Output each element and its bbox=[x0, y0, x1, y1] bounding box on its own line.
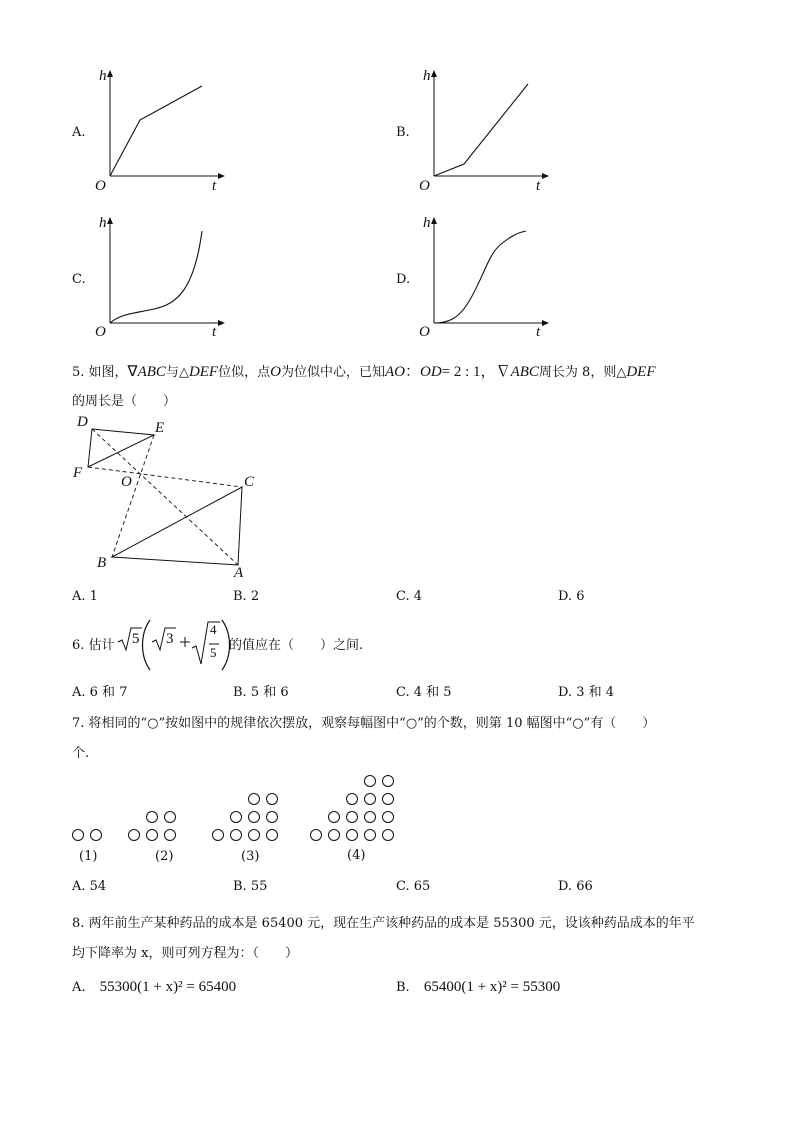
graph-a-origin: O bbox=[95, 178, 106, 194]
q5-line2: 的周长是（ ） bbox=[72, 394, 177, 409]
q6-sqrt3-radicand: 3 bbox=[166, 631, 174, 647]
point-b-label: B bbox=[97, 555, 107, 571]
graph-a-h-label: h bbox=[99, 68, 107, 84]
point-c-label: C bbox=[244, 474, 255, 490]
point-a-label: A bbox=[234, 565, 244, 581]
point-o-label: O bbox=[121, 474, 132, 490]
q5-option-c[interactable]: C. 4 bbox=[396, 589, 423, 604]
q8-option-a[interactable] bbox=[72, 979, 236, 996]
graph-d bbox=[416, 215, 546, 345]
q6-sqrt5-radicand: 5 bbox=[132, 631, 140, 647]
q8-option-b-equation: 65400(1 + x)² = 55300 bbox=[423, 979, 561, 995]
option-d-label: D. bbox=[396, 272, 411, 287]
q5-line1: 5. 如图，∇ABC与△DEF位似，点O为位似中心，已知AO：OD= 2 : 1，∇ABC周长为 8，则△DEF bbox=[72, 364, 656, 380]
q6-option-b[interactable]: B. 5 和 6 bbox=[233, 685, 289, 700]
q8-option-a-equation: 55300(1 + x)² = 65400 bbox=[99, 979, 237, 995]
graph-c-curve bbox=[110, 231, 202, 323]
q7-option-a[interactable]: A. 54 bbox=[72, 879, 107, 894]
graph-a-t-label: t bbox=[212, 178, 217, 194]
q6-frac-denominator: 5 bbox=[210, 645, 217, 660]
option-b-label: B. bbox=[396, 125, 410, 140]
graph-a bbox=[92, 68, 222, 198]
q8-line1: 8. 两年前生产某种药品的成本是 65400 元，现在生产该种药品的成本是 55300 元，设该种药品成本的年平 bbox=[72, 916, 695, 931]
q7-fig2-label: (2) bbox=[155, 849, 174, 864]
graph-b bbox=[416, 68, 546, 198]
q7-fig4-label: (4) bbox=[347, 848, 366, 863]
q6-frac-numerator: 4 bbox=[210, 622, 217, 637]
option-a-label: A. bbox=[72, 125, 86, 140]
q7-circle-patterns bbox=[66, 770, 406, 850]
graph-b-t-label: t bbox=[536, 178, 541, 194]
graph-c-t-label: t bbox=[212, 324, 217, 340]
q7-option-b[interactable]: B. 55 bbox=[233, 879, 268, 894]
graph-b-curve bbox=[434, 84, 528, 176]
graph-c bbox=[92, 215, 222, 345]
q5-option-a[interactable]: A. 1 bbox=[72, 589, 98, 604]
graph-d-t-label: t bbox=[536, 324, 541, 340]
q8-option-a-label: A. bbox=[72, 980, 86, 995]
graph-b-origin: O bbox=[419, 178, 430, 194]
option-c-label: C. bbox=[72, 272, 86, 287]
graph-c-h-label: h bbox=[99, 215, 107, 231]
graph-d-h-label: h bbox=[423, 215, 431, 231]
q5-option-d[interactable]: D. 6 bbox=[558, 589, 585, 604]
point-d-label: D bbox=[77, 414, 88, 430]
q6-prefix: 6. 估计 bbox=[72, 638, 115, 653]
graph-d-curve bbox=[434, 231, 526, 323]
q7-fig3-label: (3) bbox=[241, 849, 260, 864]
point-e-label: E bbox=[155, 420, 165, 436]
graph-b-h-label: h bbox=[423, 68, 431, 84]
q8-option-b-label: B. bbox=[396, 980, 410, 995]
q6-option-a[interactable]: A. 6 和 7 bbox=[72, 685, 128, 700]
q7-line2: 个. bbox=[72, 746, 90, 761]
graph-c-origin: O bbox=[95, 324, 106, 340]
q6-suffix: 的值应在（ ）之间. bbox=[229, 638, 364, 653]
graph-a-curve bbox=[110, 86, 202, 176]
q7-line1: 7. 将相同的“○”按如图中的规律依次摆放，观察每幅图中“○”的个数，则第 10 幅图中“○”有（ ） bbox=[72, 716, 656, 731]
q8-option-b[interactable] bbox=[396, 979, 560, 996]
q7-option-d[interactable]: D. 66 bbox=[558, 879, 593, 894]
q5-option-b[interactable]: B. 2 bbox=[233, 589, 260, 604]
q7-fig1-label: (1) bbox=[79, 849, 98, 864]
graph-d-origin: O bbox=[419, 324, 430, 340]
q8-line2: 均下降率为 x，则可列方程为：（ ） bbox=[72, 946, 298, 961]
point-f-label: F bbox=[73, 465, 83, 481]
q6-option-c[interactable]: C. 4 和 5 bbox=[396, 685, 452, 700]
q6-option-d[interactable]: D. 3 和 4 bbox=[558, 685, 615, 700]
q7-option-c[interactable]: C. 65 bbox=[396, 879, 431, 894]
